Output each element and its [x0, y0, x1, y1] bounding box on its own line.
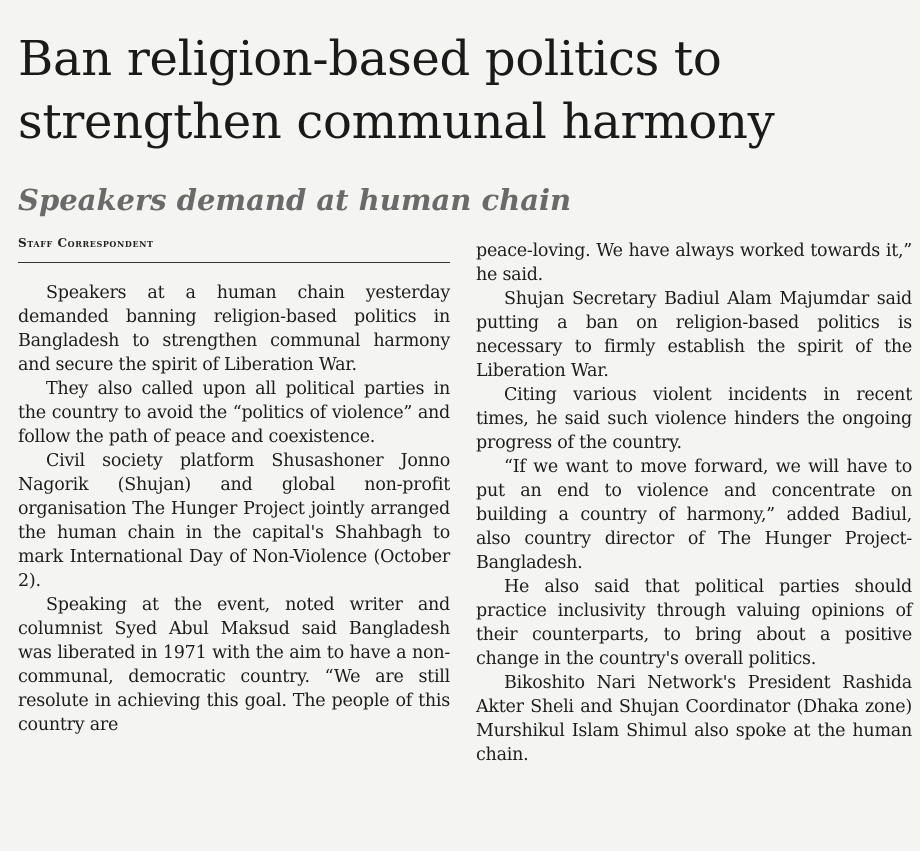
body-column-left — [18, 281, 450, 737]
paragraph-continued: peace-loving. We have always worked towards it,” he said. — [476, 241, 912, 285]
paragraph: Speakers at a human chain yesterday demanded banning religion-based politics in Bangladesh to strengthen communal harmony and secure the spirit of Liberation War. — [18, 283, 450, 375]
byline: Staff Correspondent — [18, 236, 154, 250]
paragraph: Speaking at the event, noted writer and columnist Syed Abul Maksud said Bangladesh was liberated in 1971 with the aim to have a non-communal, democratic country. “We are still resolute in achieving this goal. The people of this country are — [18, 595, 450, 735]
paragraph: They also called upon all political parties in the country to avoid the “politics of violence” and follow the path of peace and coexistence. — [18, 379, 450, 447]
subheadline: Speakers demand at human chain — [18, 183, 572, 217]
paragraph: Civil society platform Shusashoner Jonno Nagorik (Shujan) and global non-profit organisation The Hunger Project jointly arranged the human chain in the capital's Shahbagh to mark International Day of Non-Violence (October 2). — [18, 451, 450, 591]
paragraph: Shujan Secretary Badiul Alam Majumdar said putting a ban on religion-based politics is necessary to firmly establish the spirit of the Liberation War. — [476, 289, 912, 381]
paragraph: He also said that political parties should practice inclusivity through valuing opinions of their counterparts, to bring about a positive change in the country's overall politics. — [476, 577, 912, 669]
body-column-right — [476, 239, 912, 767]
paragraph: Bikoshito Nari Network's President Rashida Akter Sheli and Shujan Coordinator (Dhaka zone) Murshikul Islam Shimul also spoke at the human chain. — [476, 673, 912, 765]
paragraph: Citing various violent incidents in recent times, he said such violence hinders the ongoing progress of the country. — [476, 385, 912, 453]
paragraph: “If we want to move forward, we will have to put an end to violence and concentrate on building a country of harmony,” added Badiul, also country director of The Hunger Project-Bangladesh. — [476, 457, 912, 573]
byline-rule — [18, 262, 450, 263]
headline: Ban religion-based politics to strengthen communal harmony — [18, 31, 775, 150]
